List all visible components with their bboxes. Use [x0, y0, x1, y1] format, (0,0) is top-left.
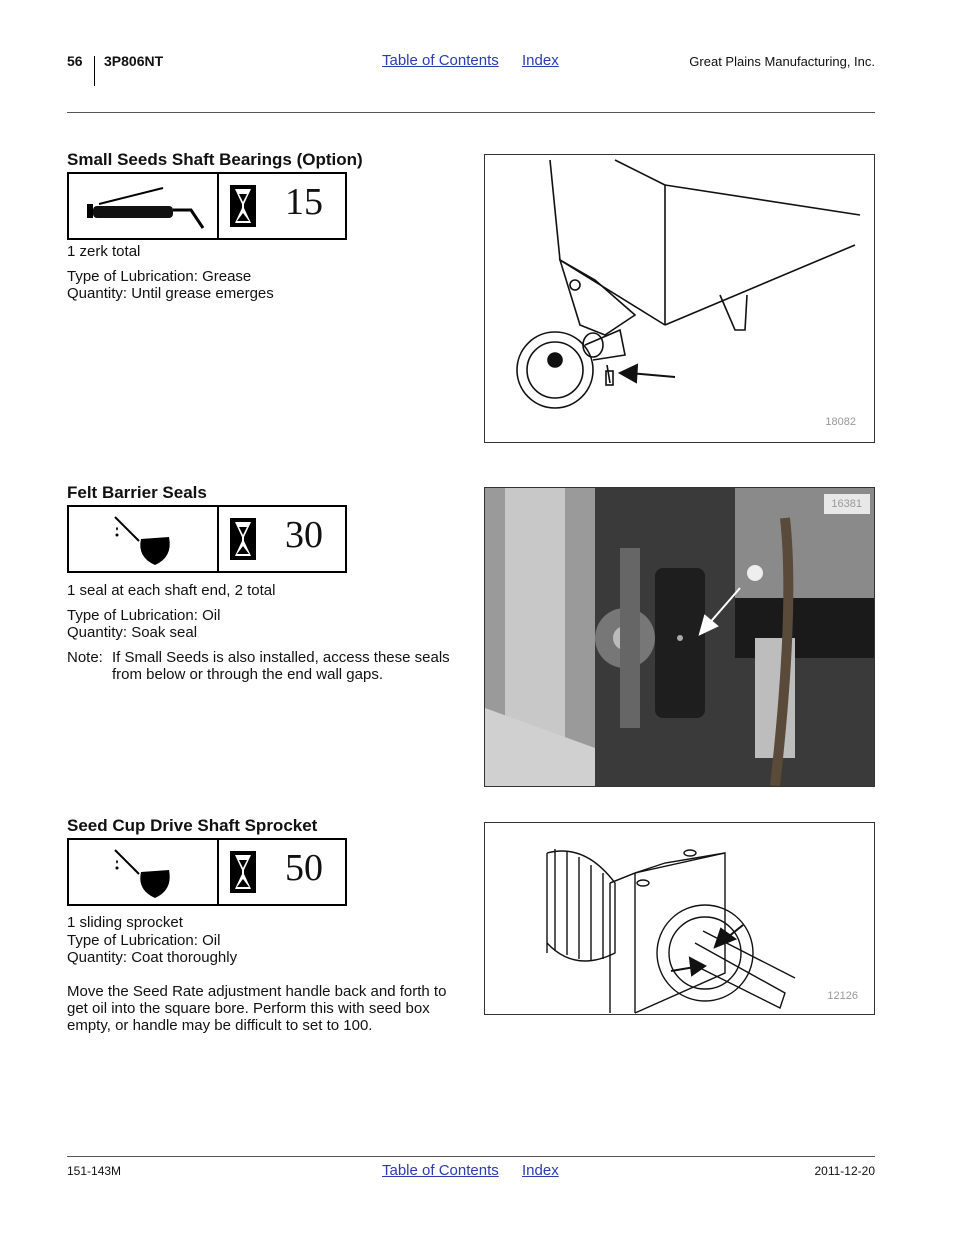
felt-seal-photo — [485, 488, 874, 786]
figure-number: 16381 — [831, 498, 862, 510]
figure-number: 18082 — [825, 416, 856, 428]
hourglass-icon — [229, 517, 257, 561]
interval-hours: 50 — [285, 847, 323, 889]
section-title-small-seeds: Small Seeds Shaft Bearings (Option) — [67, 150, 363, 169]
seal-count: 1 seal at each shaft end, 2 total — [67, 582, 276, 599]
model-name: 3P806NT — [104, 53, 164, 69]
instruction-line3: empty, or handle may be difficult to set to 100. — [67, 1017, 373, 1034]
lube-quantity: Quantity: Until grease emerges — [67, 285, 274, 302]
hourglass-icon — [229, 184, 257, 228]
lube-type: Type of Lubrication: Oil — [67, 607, 221, 624]
lube-type: Type of Lubrication: Oil — [67, 932, 221, 949]
toc-link-footer[interactable]: Table of Contents — [382, 1162, 499, 1179]
figure-sprocket-diagram — [484, 822, 875, 1015]
interval-hours: 15 — [285, 181, 323, 223]
lube-box-2 — [67, 505, 347, 573]
lube-quantity: Quantity: Coat thoroughly — [67, 949, 238, 966]
lube-box-1 — [67, 172, 347, 240]
footer-rule — [67, 1156, 875, 1157]
lube-box-3 — [67, 838, 347, 906]
oil-can-icon — [107, 513, 187, 569]
note-label: Note: — [67, 649, 103, 666]
figure-number: 12126 — [827, 990, 858, 1002]
lube-type: Type of Lubrication: Grease — [67, 268, 252, 285]
figure-bearing-diagram — [484, 154, 875, 443]
zerk-count: 1 zerk total — [67, 243, 141, 260]
grease-gun-icon — [79, 182, 209, 232]
bearing-illustration — [485, 155, 874, 442]
lube-quantity: Quantity: Soak seal — [67, 624, 198, 641]
toc-link-header[interactable]: Table of Contents — [382, 52, 499, 69]
instruction-line1: Move the Seed Rate adjustment handle back and forth to — [67, 983, 447, 1000]
sprocket-illustration — [485, 823, 874, 1014]
doc-date: 2011-12-20 — [814, 1164, 875, 1178]
company-name: Great Plains Manufacturing, Inc. — [689, 54, 875, 69]
doc-number: 151-143M — [67, 1164, 122, 1178]
instruction-line2: get oil into the square bore. Perform this with seed box — [67, 1000, 430, 1017]
index-link-header[interactable]: Index — [522, 52, 559, 69]
index-link-footer[interactable]: Index — [522, 1162, 559, 1179]
header-rule — [67, 112, 875, 113]
oil-can-icon — [107, 846, 187, 902]
note-text-line1: If Small Seeds is also installed, access these seals — [112, 649, 450, 666]
interval-hours: 30 — [285, 514, 323, 556]
section-title-sprocket: Seed Cup Drive Shaft Sprocket — [67, 816, 318, 835]
hourglass-icon — [229, 850, 257, 894]
sprocket-count: 1 sliding sprocket — [67, 914, 183, 931]
note-text-line2: from below or through the end wall gaps. — [112, 666, 383, 683]
section-title-felt-seals: Felt Barrier Seals — [67, 483, 207, 502]
figure-felt-seal-photo — [484, 487, 875, 787]
header-divider — [94, 56, 95, 86]
page-number: 56 — [67, 53, 83, 69]
